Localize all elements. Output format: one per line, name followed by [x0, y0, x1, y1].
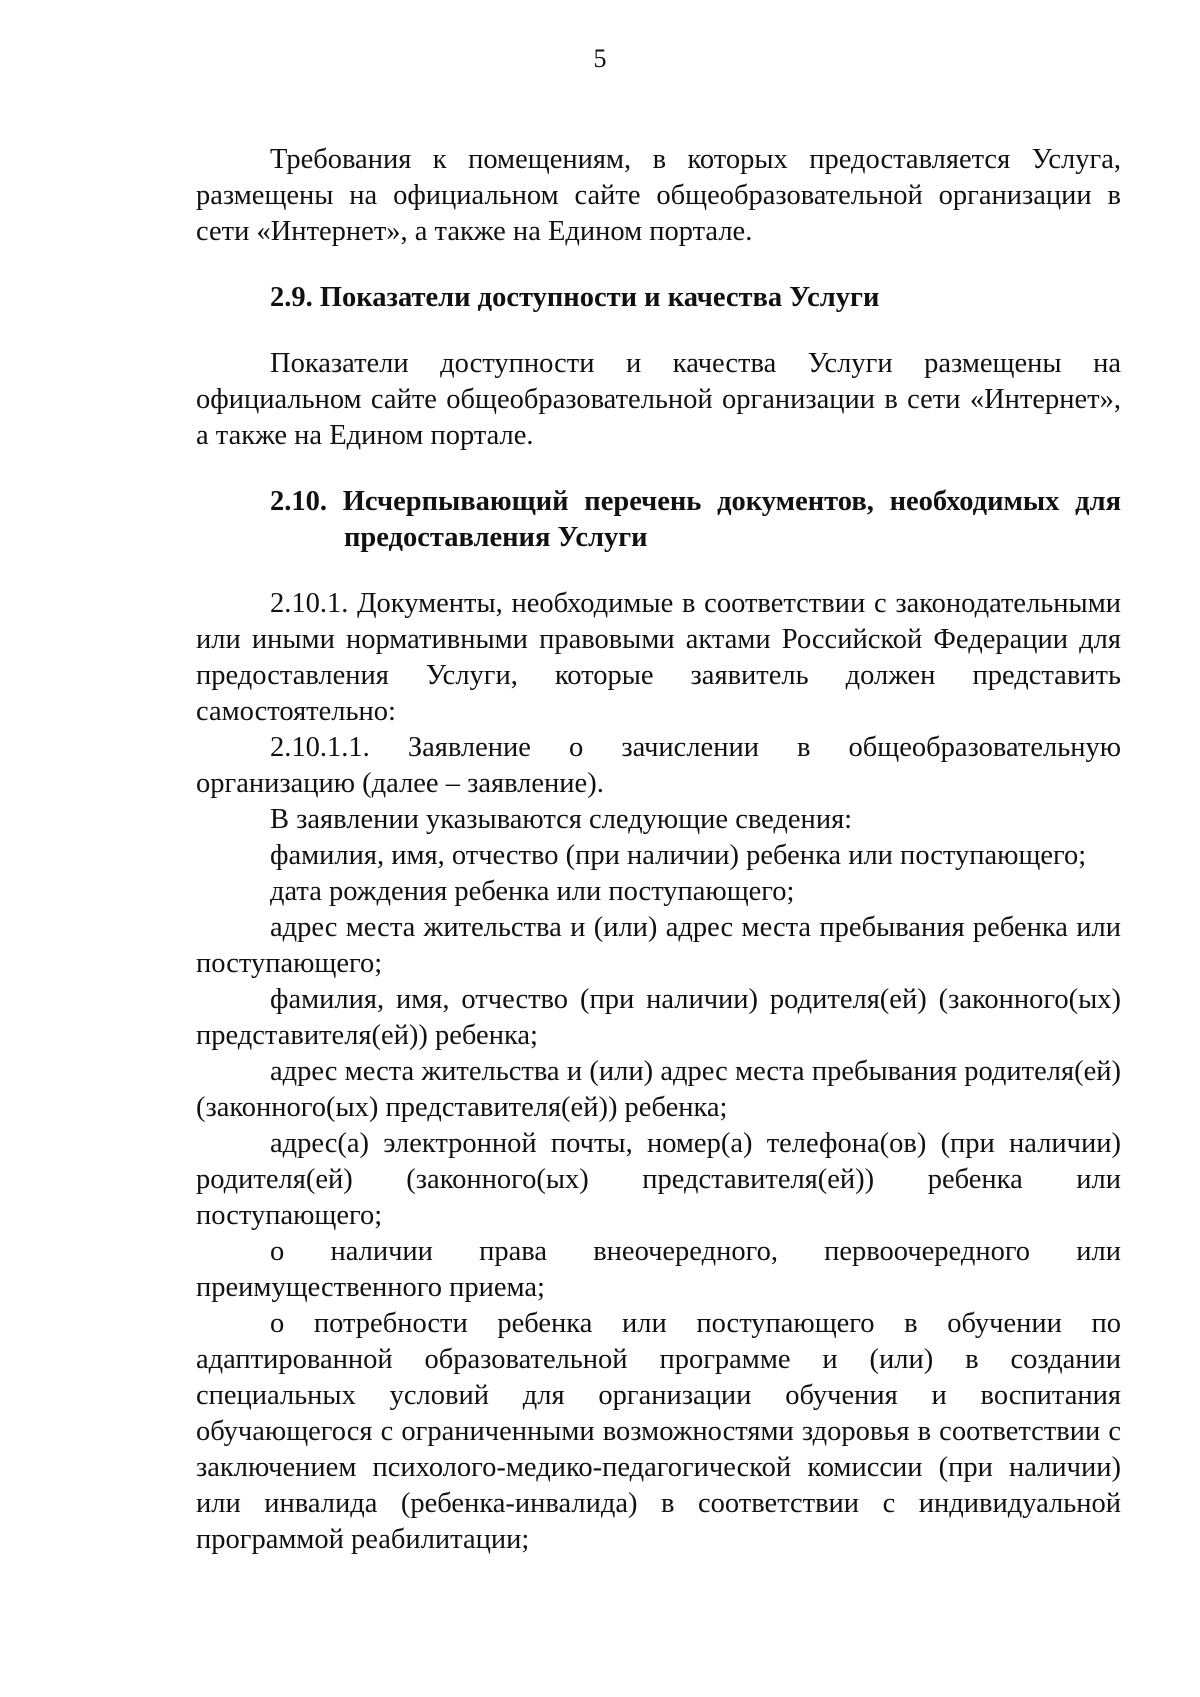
list-item-adapted-program: о потребности ребенка или поступающего в обучении по адаптированной образовательной программе и (или) в создании специальных условий для организации обучения и воспитания обучающегося с ограниченными возможностями здоровья в соответствии с заключением психолого-медико-педагогической комиссии (при наличии) или инвалида (ребенка-инвалида) в соответствии с индивидуальной программой реабилитации; — [196, 1308, 1121, 1555]
paragraph-premises-requirements: Требования к помещениям, в которых предоставляется Услуга, размещены на официальном сайте общеобразовательной организации в сети «Интернет», а также на Едином портале. — [196, 144, 1121, 247]
paragraph-application-info-intro: В заявлении указываются следующие сведения: — [270, 804, 853, 835]
page-number: 5 — [593, 44, 607, 73]
paragraph-2-10-1-1: 2.10.1.1. Заявление о зачислении в общеобразовательную организацию (далее – заявление). — [196, 732, 1121, 799]
list-item-child-address: адрес места жительства и (или) адрес места пребывания ребенка или поступающего; — [196, 912, 1121, 979]
paragraph-2-10-1: 2.10.1. Документы, необходимые в соответствии с законодательными или иными нормативными правовыми актами Российской Федерации для предоставления Услуги, которые заявитель должен представить самостоятельно: — [196, 588, 1121, 727]
document-body — [196, 142, 1121, 1558]
list-item-child-birthdate: дата рождения ребенка или поступающего; — [270, 876, 795, 907]
list-item-contacts: адрес(а) электронной почты, номер(а) телефона(ов) (при наличии) родителя(ей) (законного(ых) представителя(ей)) ребенка или поступающего; — [196, 1128, 1121, 1231]
list-item-parent-address: адрес места жительства и (или) адрес места пребывания родителя(ей) (законного(ых) представителя(ей)) ребенка; — [196, 1056, 1121, 1123]
list-item-priority-right: о наличии права внеочередного, первоочередного или преимущественного приема; — [196, 1236, 1121, 1303]
list-item-child-name: фамилия, имя, отчество (при наличии) ребенка или поступающего; — [270, 840, 1087, 871]
section-heading-2-10: 2.10. Исчерпывающий перечень документов, необходимых для предоставления Услуги — [270, 486, 1121, 553]
section-heading-2-9: 2.9. Показатели доступности и качества Услуги — [270, 282, 880, 313]
list-item-parent-name: фамилия, имя, отчество (при наличии) родителя(ей) (законного(ых) представителя(ей)) ребенка; — [196, 984, 1121, 1051]
paragraph-quality-indicators: Показатели доступности и качества Услуги размещены на официальном сайте общеобразовательной организации в сети «Интернет», а также на Едином портале. — [196, 348, 1121, 451]
